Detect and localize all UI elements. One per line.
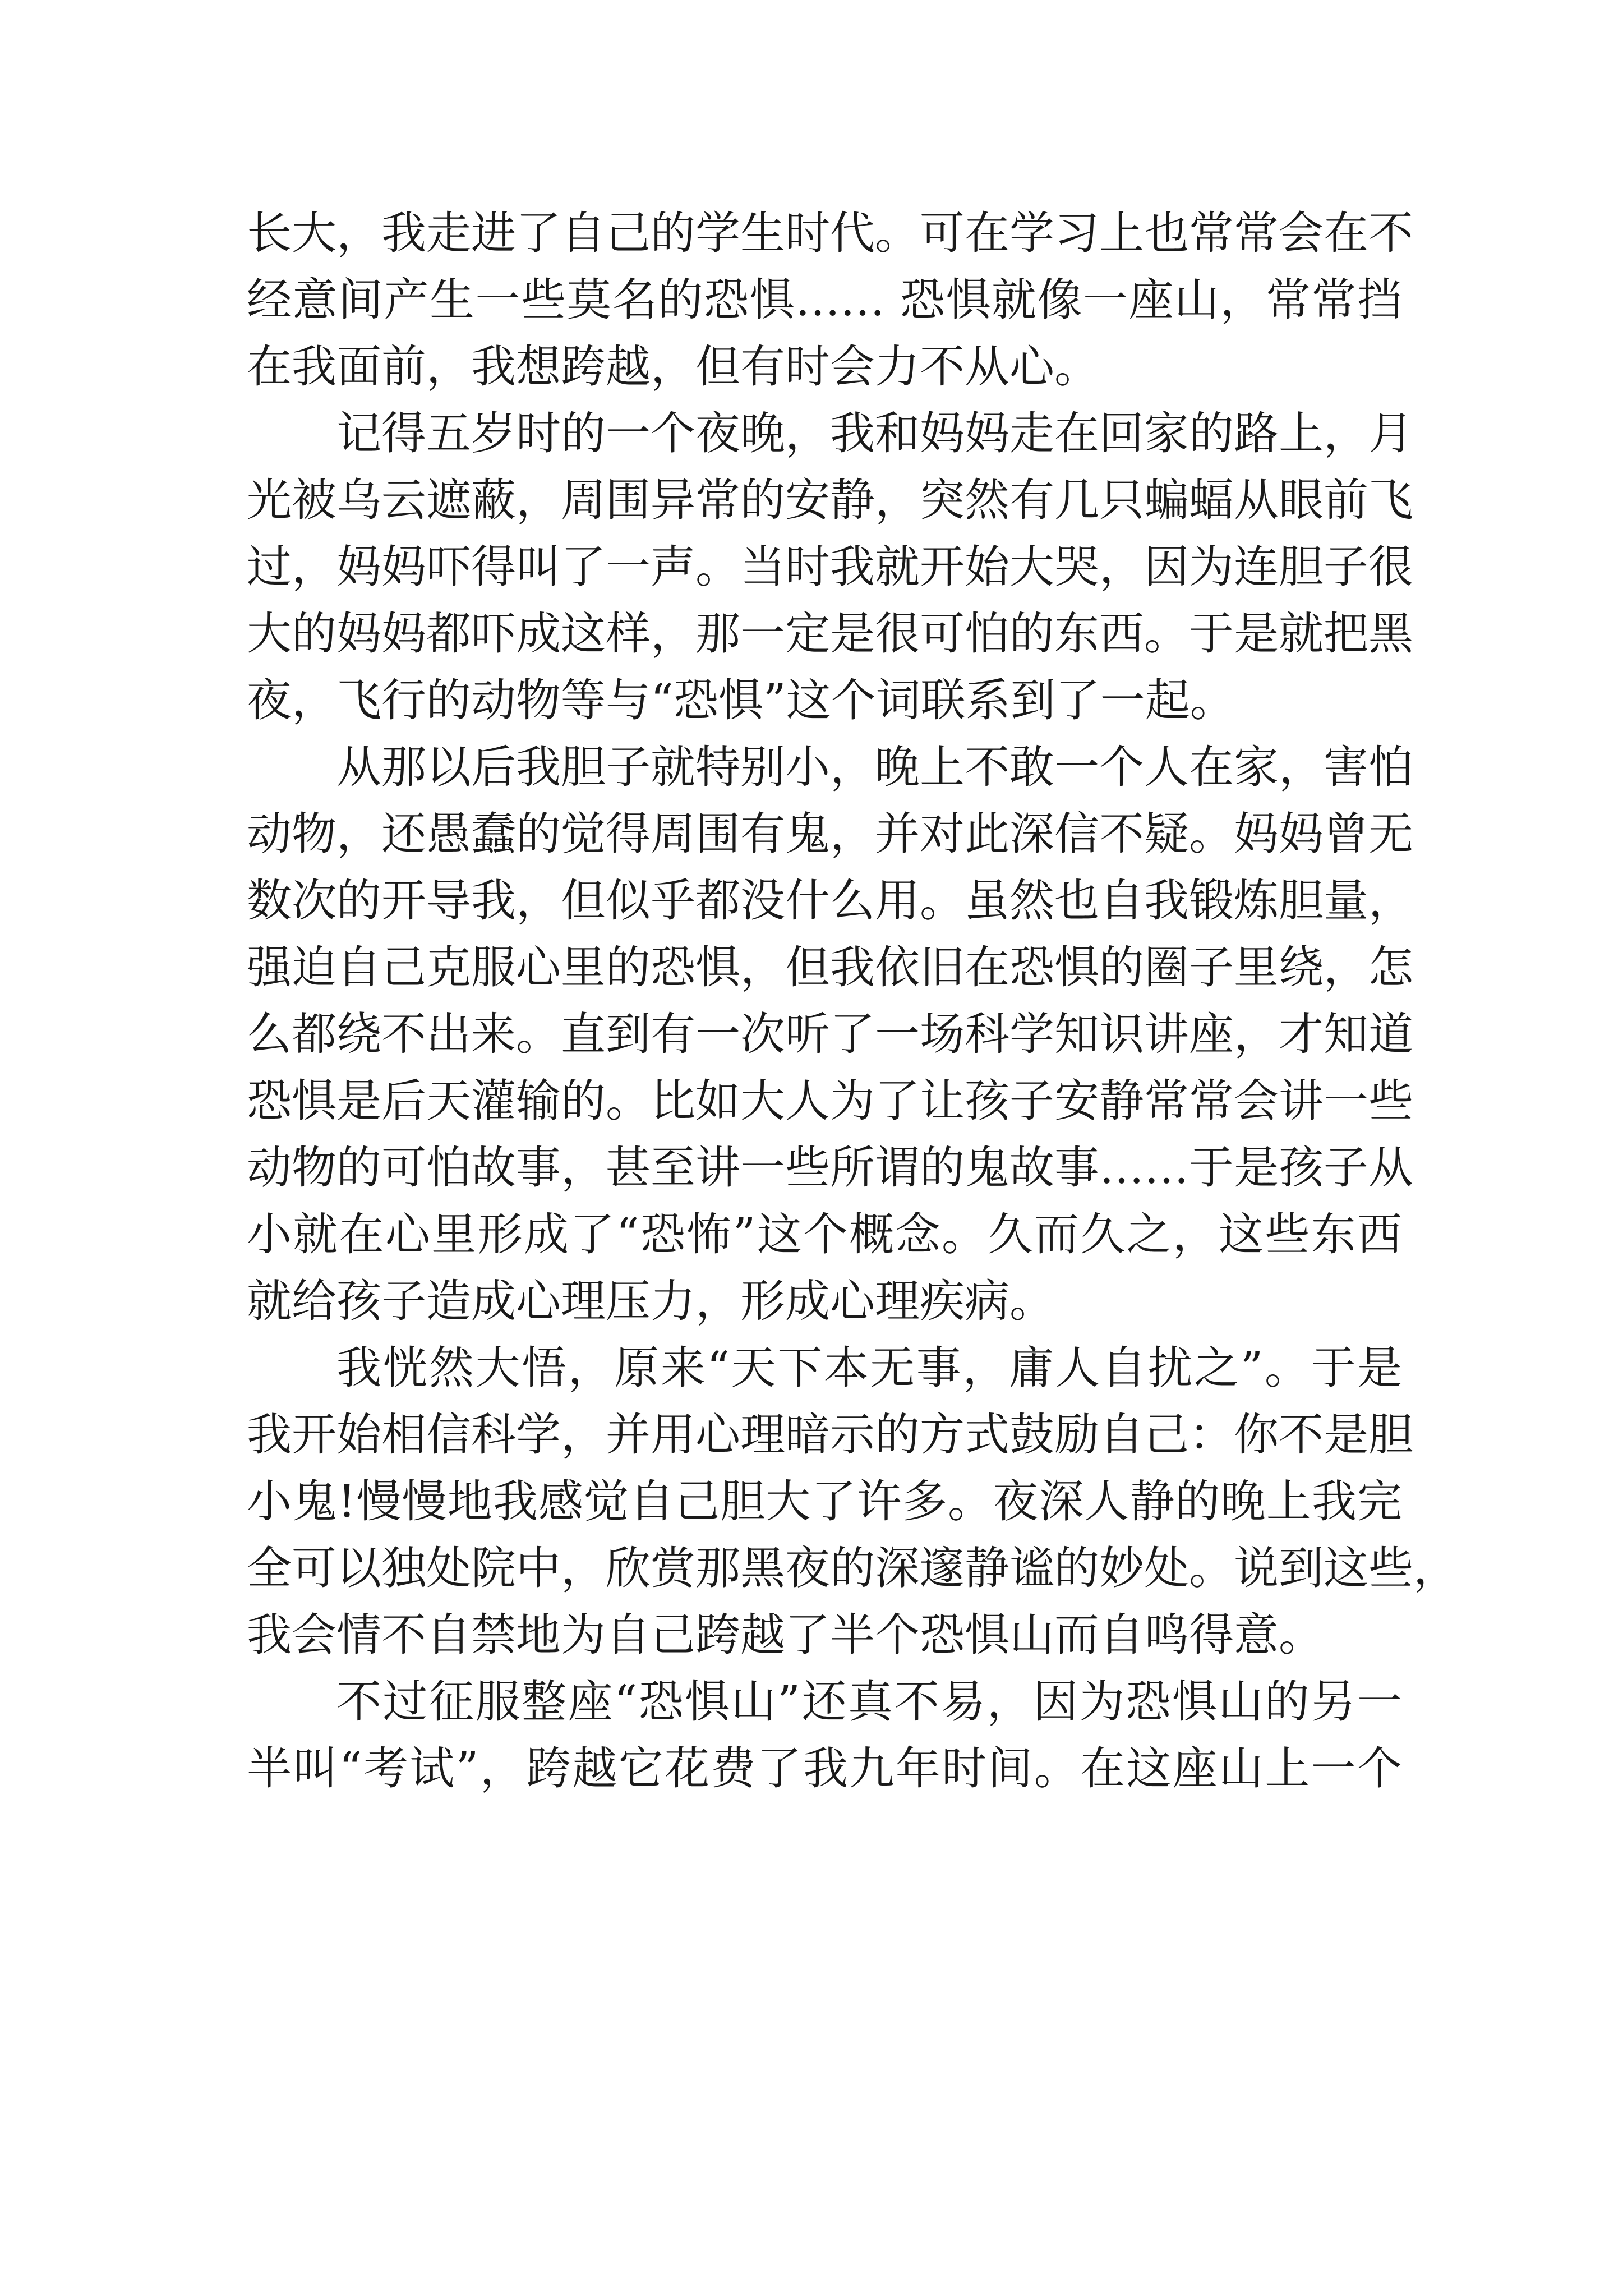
text-line: 长大，我走进了自己的学生时代。可在学习上也常常会在不 (247, 207, 1413, 259)
text-line: 在我面前，我想跨越，但有时会力不从心。 (247, 341, 1099, 393)
text-line: 大的妈妈都吓成这样，那一定是很可怕的东西。于是就把黑 (247, 608, 1413, 660)
text-line: 小就在心里形成了“恐怖”这个概念。久而久之，这些东西 (247, 1208, 1402, 1260)
text-line: 我开始相信科学，并用心理暗示的方式鼓励自己：你不是胆 (247, 1409, 1413, 1461)
text-line: 我恍然大悟，原来“天下本无事，庸人自扰之”。于是 (336, 1342, 1402, 1394)
text-line: 全可以独处院中，欣赏那黑夜的深邃静谧的妙处。说到这些， (247, 1542, 1458, 1594)
text-line: 过，妈妈吓得叫了一声。当时我就开始大哭，因为连胆子很 (247, 541, 1413, 593)
text-line: 恐惧是后天灌输的。比如大人为了让孩子安静常常会讲一些 (247, 1075, 1413, 1127)
text-line: 记得五岁时的一个夜晚，我和妈妈走在回家的路上，月 (336, 407, 1413, 459)
text-line: 小鬼!慢慢地我感觉自己胆大了许多。夜深人静的晚上我完 (247, 1475, 1402, 1527)
text-line: 我会情不自禁地为自己跨越了半个恐惧山而自鸣得意。 (247, 1609, 1324, 1661)
text-line: 光被乌云遮蔽，周围异常的安静，突然有几只蝙蝠从眼前飞 (247, 474, 1413, 526)
text-line: 不过征服整座“恐惧山”还真不易，因为恐惧山的另一 (336, 1676, 1402, 1728)
text-line: 经意间产生一些莫名的恐惧…… 恐惧就像一座山，常常挡 (247, 274, 1402, 326)
paragraph (247, 400, 1413, 734)
text-line: 数次的开导我，但似乎都没什么用。虽然也自我锻炼胆量， (247, 875, 1413, 927)
body-text (247, 200, 1458, 1802)
text-line: 么都绕不出来。直到有一次听了一场科学知识讲座，才知道 (247, 1008, 1413, 1060)
text-line: 动物，还愚蠢的觉得周围有鬼，并对此深信不疑。妈妈曾无 (247, 808, 1413, 860)
text-line: 强迫自己克服心里的恐惧，但我依旧在恐惧的圈子里绕，怎 (247, 941, 1413, 993)
paragraph (247, 734, 1413, 1335)
text-line: 动物的可怕故事，甚至讲一些所谓的鬼故事……于是孩子从 (247, 1142, 1413, 1194)
paragraph (247, 1668, 1402, 1802)
paragraph (247, 200, 1413, 400)
text-line: 半叫“考试”，跨越它花费了我九年时间。在这座山上一个 (247, 1742, 1402, 1795)
text-line: 就给孩子造成心理压力，形成心理疾病。 (247, 1275, 1054, 1327)
text-line: 夜，飞行的动物等与“恐惧”这个词联系到了一起。 (247, 674, 1235, 726)
paragraph (247, 1335, 1458, 1668)
text-line: 从那以后我胆子就特别小，晚上不敢一个人在家，害怕 (336, 741, 1413, 793)
